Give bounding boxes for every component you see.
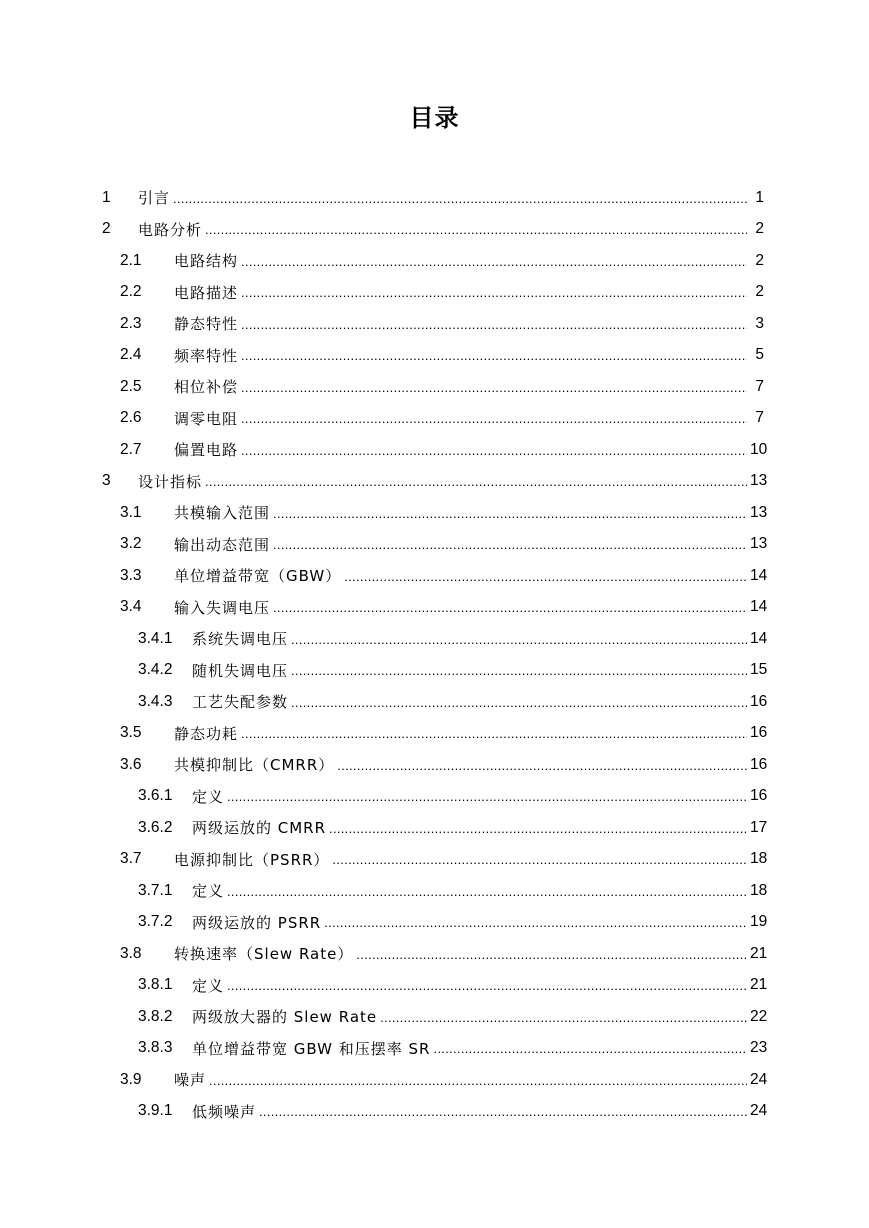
toc-entry-number: 3.5 — [120, 724, 142, 742]
toc-dot-leader — [380, 1011, 747, 1033]
toc-entry-page-number: 2 — [755, 251, 764, 269]
toc-entry-page-number: 23 — [750, 1039, 768, 1057]
toc-dot-leader — [241, 444, 747, 466]
toc-entry-number: 3.7 — [120, 850, 142, 868]
toc-entry-title: 静态功耗 — [174, 724, 239, 743]
toc-entry-title: 噪声 — [174, 1071, 207, 1090]
toc-entry[interactable] — [0, 686, 869, 718]
toc-entry-number: 1 — [102, 188, 111, 206]
toc-dot-leader — [273, 538, 747, 560]
toc-entry-page-number: 7 — [755, 409, 764, 427]
toc-entry-title: 单位增益带宽（GBW） — [174, 567, 342, 586]
toc-dot-leader — [241, 255, 747, 277]
toc-entry[interactable] — [0, 560, 869, 592]
toc-entry[interactable] — [0, 371, 869, 403]
toc-entry-page-number: 18 — [750, 881, 768, 899]
toc-entry-number: 2.1 — [120, 251, 142, 269]
toc-dot-leader — [205, 475, 747, 497]
toc-entry[interactable] — [0, 812, 869, 844]
toc-entry-page-number: 2 — [755, 283, 764, 301]
toc-entry-page-number: 13 — [750, 472, 768, 490]
toc-entry-title: 静态特性 — [174, 315, 239, 334]
toc-entry-page-number: 7 — [755, 377, 764, 395]
toc-dot-leader — [291, 664, 747, 686]
toc-entry[interactable] — [0, 749, 869, 781]
toc-dot-leader — [209, 1074, 747, 1096]
toc-entry[interactable] — [0, 718, 869, 750]
toc-entry-page-number: 18 — [750, 850, 768, 868]
toc-entry-page-number: 5 — [755, 346, 764, 364]
toc-entry[interactable] — [0, 1064, 869, 1096]
toc-dot-leader — [241, 381, 747, 403]
toc-entry-title: 相位补偿 — [174, 378, 239, 397]
toc-entry-page-number: 16 — [750, 724, 768, 742]
page-title: 目录 — [409, 104, 460, 132]
toc-entry-number: 3.6.2 — [138, 818, 173, 836]
toc-entry-number: 2.4 — [120, 346, 142, 364]
toc-entry[interactable] — [0, 844, 869, 876]
toc-dot-leader — [241, 412, 747, 434]
toc-entry-page-number: 14 — [750, 598, 768, 616]
toc-entry[interactable] — [0, 1001, 869, 1033]
toc-entry-title: 转换速率（Slew Rate） — [174, 945, 354, 964]
toc-entry[interactable] — [0, 529, 869, 561]
toc-entry-page-number: 19 — [750, 913, 768, 931]
toc-entry-title: 定义 — [192, 976, 225, 995]
toc-entry-title: 调零电阻 — [174, 409, 239, 428]
toc-dot-leader — [324, 916, 747, 938]
toc-entry-number: 2.6 — [120, 409, 142, 427]
toc-entry-number: 2.2 — [120, 283, 142, 301]
toc-entry-page-number: 3 — [755, 314, 764, 332]
toc-entry-number: 3.9.1 — [138, 1102, 173, 1120]
toc-dot-leader — [356, 948, 747, 970]
toc-dot-leader — [227, 790, 747, 812]
toc-entry-title: 随机失调电压 — [192, 661, 289, 680]
toc-entry-title: 定义 — [192, 787, 225, 806]
toc-entry[interactable] — [0, 907, 869, 939]
toc-dot-leader — [273, 507, 747, 529]
toc-entry-number: 3.4.2 — [138, 661, 173, 679]
toc-entry-title: 单位增益带宽 GBW 和压摆率 SR — [192, 1039, 431, 1058]
toc-entry[interactable] — [0, 623, 869, 655]
toc-entry-title: 共模抑制比（CMRR） — [174, 756, 335, 775]
toc-dot-leader — [227, 979, 747, 1001]
toc-entry[interactable] — [0, 214, 869, 246]
toc-entry[interactable] — [0, 592, 869, 624]
toc-entry[interactable] — [0, 497, 869, 529]
toc-entry-title: 系统失调电压 — [192, 630, 289, 649]
toc-entry-page-number: 10 — [750, 440, 768, 458]
toc-entry[interactable] — [0, 655, 869, 687]
toc-entry[interactable] — [0, 308, 869, 340]
toc-entry-number: 3.8.1 — [138, 976, 173, 994]
toc-entry-title: 定义 — [192, 882, 225, 901]
toc-dot-leader — [173, 192, 747, 214]
toc-entry-number: 3.9 — [120, 1070, 142, 1088]
toc-entry[interactable] — [0, 1033, 869, 1065]
toc-entry-title: 工艺失配参数 — [192, 693, 289, 712]
toc-entry-number: 2.3 — [120, 314, 142, 332]
toc-entry-title: 偏置电路 — [174, 441, 239, 460]
toc-entry-page-number: 13 — [750, 535, 768, 553]
toc-entry-number: 2.5 — [120, 377, 142, 395]
toc-entry-page-number: 14 — [750, 566, 768, 584]
toc-entry-number: 2.7 — [120, 440, 142, 458]
toc-entry-page-number: 24 — [750, 1102, 768, 1120]
toc-dot-leader — [227, 885, 747, 907]
toc-entry-page-number: 16 — [750, 692, 768, 710]
toc-dot-leader — [344, 570, 747, 592]
toc-entry-page-number: 1 — [755, 188, 764, 206]
toc-entry[interactable] — [0, 403, 869, 435]
toc-entry-title: 电源抑制比（PSRR） — [174, 850, 330, 869]
toc-entry-number: 3.7.1 — [138, 881, 173, 899]
toc-entry-title: 频率特性 — [174, 346, 239, 365]
toc-entry-number: 3.8.2 — [138, 1007, 173, 1025]
toc-entry[interactable] — [0, 182, 869, 214]
toc-entry[interactable] — [0, 781, 869, 813]
toc-dot-leader — [259, 1105, 747, 1127]
toc-entry-number: 3 — [102, 472, 111, 490]
toc-entry-page-number: 2 — [755, 220, 764, 238]
toc-entry-number: 3.6 — [120, 755, 142, 773]
toc-entry-title: 两级运放的 PSRR — [192, 913, 322, 932]
toc-entry-title: 低频噪声 — [192, 1102, 257, 1121]
toc-entry[interactable] — [0, 875, 869, 907]
toc-entry-number: 3.8.3 — [138, 1039, 173, 1057]
toc-entry-title: 两级放大器的 Slew Rate — [192, 1008, 378, 1027]
toc-dot-leader — [329, 822, 747, 844]
toc-entry-title: 输入失调电压 — [174, 598, 271, 617]
toc-entry-page-number: 14 — [750, 629, 768, 647]
toc-dot-leader — [241, 318, 747, 340]
toc-dot-leader — [291, 633, 747, 655]
toc-entry-page-number: 16 — [750, 787, 768, 805]
toc-entry-number: 3.3 — [120, 566, 142, 584]
toc-entry[interactable] — [0, 938, 869, 970]
toc-entry-page-number: 17 — [750, 818, 768, 836]
toc-entry[interactable] — [0, 245, 869, 277]
toc-dot-leader — [273, 601, 747, 623]
toc-entry-number: 3.4 — [120, 598, 142, 616]
toc-entry[interactable] — [0, 466, 869, 498]
toc-entry[interactable] — [0, 1096, 869, 1128]
toc-entry[interactable] — [0, 277, 869, 309]
toc-entry-number: 3.1 — [120, 503, 142, 521]
toc-entry-page-number: 16 — [750, 755, 768, 773]
toc-dot-leader — [241, 727, 747, 749]
toc-dot-leader — [205, 223, 747, 245]
toc-dot-leader — [337, 759, 747, 781]
toc-entry-title: 共模输入范围 — [174, 504, 271, 523]
toc-entry-page-number: 13 — [750, 503, 768, 521]
toc-dot-leader — [433, 1042, 747, 1064]
toc-dot-leader — [332, 853, 747, 875]
toc-entry-page-number: 21 — [750, 944, 768, 962]
toc-entry-number: 3.8 — [120, 944, 142, 962]
toc-entry-title: 引言 — [138, 189, 171, 208]
toc-entry-number: 3.4.3 — [138, 692, 173, 710]
toc-entry-title: 电路分析 — [138, 220, 203, 239]
toc-dot-leader — [241, 286, 747, 308]
toc-dot-leader — [291, 696, 747, 718]
toc-entry-title: 两级运放的 CMRR — [192, 819, 327, 838]
toc-entry-page-number: 22 — [750, 1007, 768, 1025]
toc-entry-number: 3.7.2 — [138, 913, 173, 931]
toc-entry-number: 3.6.1 — [138, 787, 173, 805]
toc-entry-number: 3.2 — [120, 535, 142, 553]
toc-entry[interactable] — [0, 434, 869, 466]
toc-entry-title: 设计指标 — [138, 472, 203, 491]
toc-entry[interactable] — [0, 340, 869, 372]
toc-entry-title: 电路结构 — [174, 252, 239, 271]
toc-entry-title: 输出动态范围 — [174, 535, 271, 554]
toc-entry-page-number: 15 — [750, 661, 768, 679]
toc-entry-number: 3.4.1 — [138, 629, 173, 647]
toc-entry-page-number: 21 — [750, 976, 768, 994]
table-of-contents — [0, 182, 869, 1127]
toc-entry-number: 2 — [102, 220, 111, 238]
toc-entry-title: 电路描述 — [174, 283, 239, 302]
toc-dot-leader — [241, 349, 747, 371]
toc-entry[interactable] — [0, 970, 869, 1002]
toc-entry-page-number: 24 — [750, 1070, 768, 1088]
